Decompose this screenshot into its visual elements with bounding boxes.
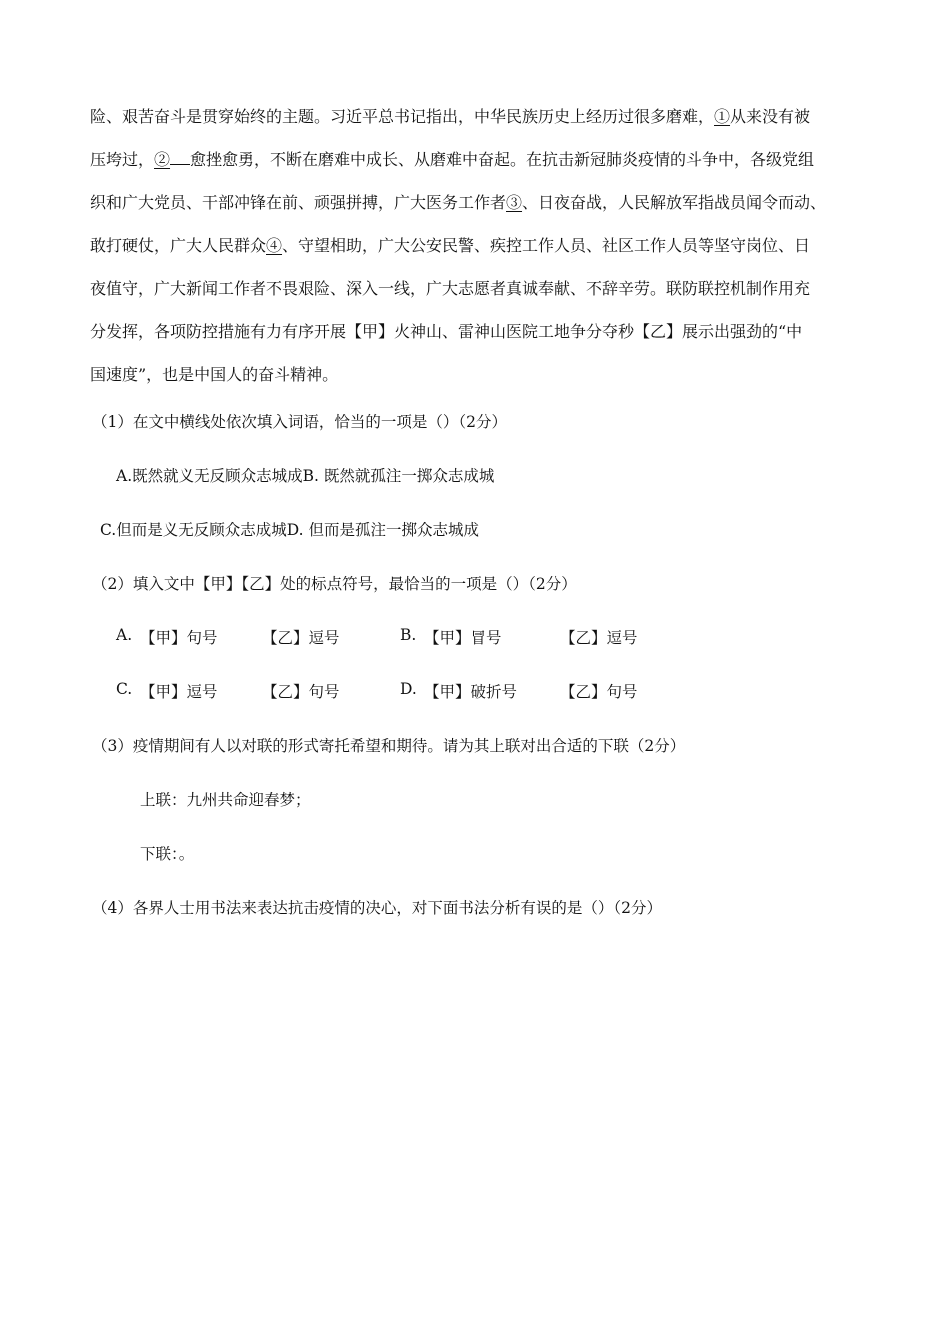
passage-paragraph (90, 95, 880, 396)
question-3-stem: （3）疫情期间有人以对联的形式寄托希望和期待。请为其上联对出合适的下联（2分） (92, 737, 686, 755)
passage-line-4: 敢打硬仗，广大人民群众④、守望相助，广大公安民警、疾控工作人员、社区工作人员等坚守岗位、日 (90, 236, 811, 255)
option-c-yi: 【乙】句号 (262, 683, 340, 701)
passage-line-5: 夜值守，广大新闻工作者不畏艰险、深入一线，广大志愿者真诚奉献、不辞辛劳。联防联控机制作用充 (90, 279, 811, 298)
option-c-label: C. (116, 680, 133, 698)
question-4-stem: （4）各界人士用书法来表达抗击疫情的决心，对下面书法分析有误的是（）（2分） (92, 899, 662, 917)
option-a-yi: 【乙】逗号 (262, 629, 340, 647)
option-b-label: B. (400, 626, 417, 644)
passage-line-7: 国速度”，也是中国人的奋斗精神。 (90, 365, 339, 384)
option-d-jia: 【甲】破折号 (424, 683, 518, 701)
blank-marker-1: ① (714, 107, 731, 126)
question-2-stem: （2）填入文中【甲】【乙】处的标点符号，最恰当的一项是（）（2分） (92, 575, 577, 593)
option-d-label: D. (400, 680, 417, 698)
option-a-label: A. (116, 626, 133, 644)
passage-line-1: 险、艰苦奋斗是贯穿始终的主题。习近平总书记指出，中华民族历史上经历过很多磨难，①从来没有被 (90, 107, 811, 126)
couplet-upper: 上联：九州共命迎春梦； (140, 791, 311, 809)
couplet-lower: 下联：。 (140, 845, 195, 863)
blank-marker-2: ② (154, 150, 171, 169)
option-a-jia: 【甲】句号 (140, 629, 218, 647)
option-b-jia: 【甲】冒号 (424, 629, 502, 647)
option-b-yi: 【乙】逗号 (560, 629, 638, 647)
option-d-yi: 【乙】句号 (560, 683, 638, 701)
option-c-jia: 【甲】逗号 (140, 683, 218, 701)
passage-line-3: 织和广大党员、干部冲锋在前、顽强拼搏，广大医务工作者③、日夜奋战，人民解放军指战员闻令而动、 (90, 193, 827, 212)
blank-marker-3: ③ (506, 193, 523, 212)
question-1-options-cd: C.但而是义无反顾众志成城D. 但而是孤注一掷众志城成 (100, 521, 479, 539)
blank-marker-4: ④ (266, 236, 283, 255)
question-1-stem: （1）在文中横线处依次填入词语，恰当的一项是（）（2分） (92, 413, 507, 431)
question-1-options-ab: A.既然就义无反顾众志城成B. 既然就孤注一掷众志成城 (116, 467, 495, 485)
passage-line-2: 压垮过，② 愈挫愈勇，不断在磨难中成长、从磨难中奋起。在抗击新冠肺炎疫情的斗争中，各级党组 (90, 150, 815, 169)
blank-line (170, 149, 190, 165)
passage-line-6: 分发挥，各项防控措施有力有序开展【甲】火神山、雷神山医院工地争分夺秒【乙】展示出强劲的“中 (90, 322, 803, 341)
